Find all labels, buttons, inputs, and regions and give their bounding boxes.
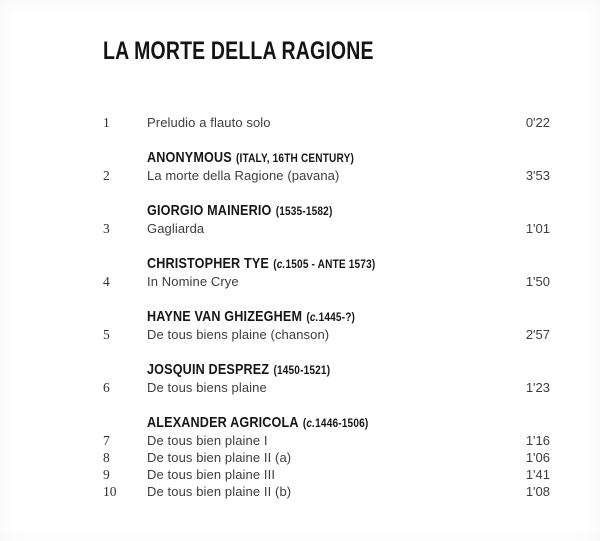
track-row <box>100 273 550 290</box>
track-number: 1 <box>103 115 110 130</box>
track-title: De tous biens plaine <box>147 380 267 395</box>
track-duration: 1'50 <box>525 274 550 289</box>
track-row <box>100 466 550 483</box>
track-duration: 1'08 <box>525 484 550 499</box>
track-number: 10 <box>103 484 117 499</box>
track-title: Preludio a flauto solo <box>147 115 271 130</box>
composer-heading <box>147 414 550 432</box>
composer-heading-text <box>147 149 354 167</box>
track-row <box>100 220 550 237</box>
composer-dates-open: ( <box>306 310 310 324</box>
track-row <box>100 114 550 131</box>
composer-heading <box>147 308 550 326</box>
composer-dates-open: ( <box>273 257 277 271</box>
tracklist-section <box>100 414 550 500</box>
composer-heading <box>147 361 550 379</box>
composer-circa: c. <box>306 416 316 430</box>
composer-name: JOSQUIN DESPREZ <box>147 361 270 378</box>
composer-dates-text: 1446-1506) <box>315 416 369 430</box>
composer-heading-text <box>147 202 332 220</box>
composer-dates-text: 1445-?) <box>318 310 356 324</box>
composer-dates-open: ( <box>273 363 277 377</box>
tracklist-section <box>100 149 550 184</box>
composer-dates-open: ( <box>236 151 240 165</box>
composer-dates-text: 1450-1521) <box>276 363 331 377</box>
track-title: De tous bien plaine II (b) <box>147 484 292 499</box>
track-duration: 1'01 <box>525 221 550 236</box>
track-number: 8 <box>103 450 110 465</box>
composer-dates-text: ITALY, 16TH CENTURY) <box>239 151 355 165</box>
track-number: 2 <box>103 168 110 183</box>
composer-dates <box>273 363 330 377</box>
tracklist-section <box>100 308 550 343</box>
tracklist-section <box>100 361 550 396</box>
track-duration: 0'22 <box>525 115 550 130</box>
track-number: 7 <box>103 433 110 448</box>
track-row <box>100 432 550 449</box>
composer-heading <box>147 149 550 167</box>
composer-name: GIORGIO MAINERIO <box>147 202 272 219</box>
track-number: 9 <box>103 467 110 482</box>
tracklist <box>100 114 550 500</box>
composer-dates <box>273 257 375 271</box>
tracklist-section <box>100 255 550 290</box>
composer-dates-open: ( <box>302 416 307 430</box>
composer-heading-text <box>147 361 330 379</box>
composer-dates <box>236 151 354 165</box>
track-number: 3 <box>103 221 110 236</box>
track-number: 4 <box>103 274 110 289</box>
composer-dates <box>306 310 355 324</box>
track-number: 6 <box>103 380 110 395</box>
track-title: In Nomine Crye <box>147 274 239 289</box>
track-title: De tous bien plaine II (a) <box>147 450 292 465</box>
track-duration: 1'41 <box>525 467 550 482</box>
composer-dates-open: ( <box>275 204 280 218</box>
tracklist-section <box>100 202 550 237</box>
composer-dates-text: 1505 - ANTE 1573) <box>285 257 376 271</box>
composer-dates <box>303 416 369 430</box>
composer-circa: c. <box>276 257 286 271</box>
track-row <box>100 483 550 500</box>
composer-heading <box>147 202 550 220</box>
track-row <box>100 326 550 343</box>
track-duration: 1'16 <box>525 433 550 448</box>
composer-heading <box>147 255 550 273</box>
track-row <box>100 167 550 184</box>
page-title: LA MORTE DELLA RAGIONE <box>103 37 374 65</box>
track-row <box>100 379 550 396</box>
composer-name: ALEXANDER AGRICOLA <box>147 414 299 431</box>
track-title: La morte della Ragione (pavana) <box>147 168 340 183</box>
composer-name: HAYNE VAN GHIZEGHEM <box>147 308 303 325</box>
track-title: De tous bien plaine I <box>147 433 268 448</box>
track-duration: 1'23 <box>525 380 550 395</box>
composer-circa: c. <box>309 310 319 324</box>
composer-dates <box>276 204 333 218</box>
track-row <box>100 449 550 466</box>
composer-dates-text: 1535-1582) <box>279 204 333 218</box>
track-title: De tous bien plaine III <box>147 467 276 482</box>
composer-heading-text <box>147 414 368 432</box>
composer-name: ANONYMOUS <box>147 149 232 166</box>
composer-name: CHRISTOPHER TYE <box>147 255 270 272</box>
track-duration: 2'57 <box>525 327 550 342</box>
track-number: 5 <box>103 327 110 342</box>
track-title: De tous biens plaine (chanson) <box>147 327 330 342</box>
track-duration: 1'06 <box>525 450 550 465</box>
composer-heading-text <box>147 308 355 326</box>
track-title: Gagliarda <box>147 221 205 236</box>
track-duration: 3'53 <box>525 168 550 183</box>
tracklist-section <box>100 114 550 131</box>
composer-heading-text <box>147 255 375 273</box>
